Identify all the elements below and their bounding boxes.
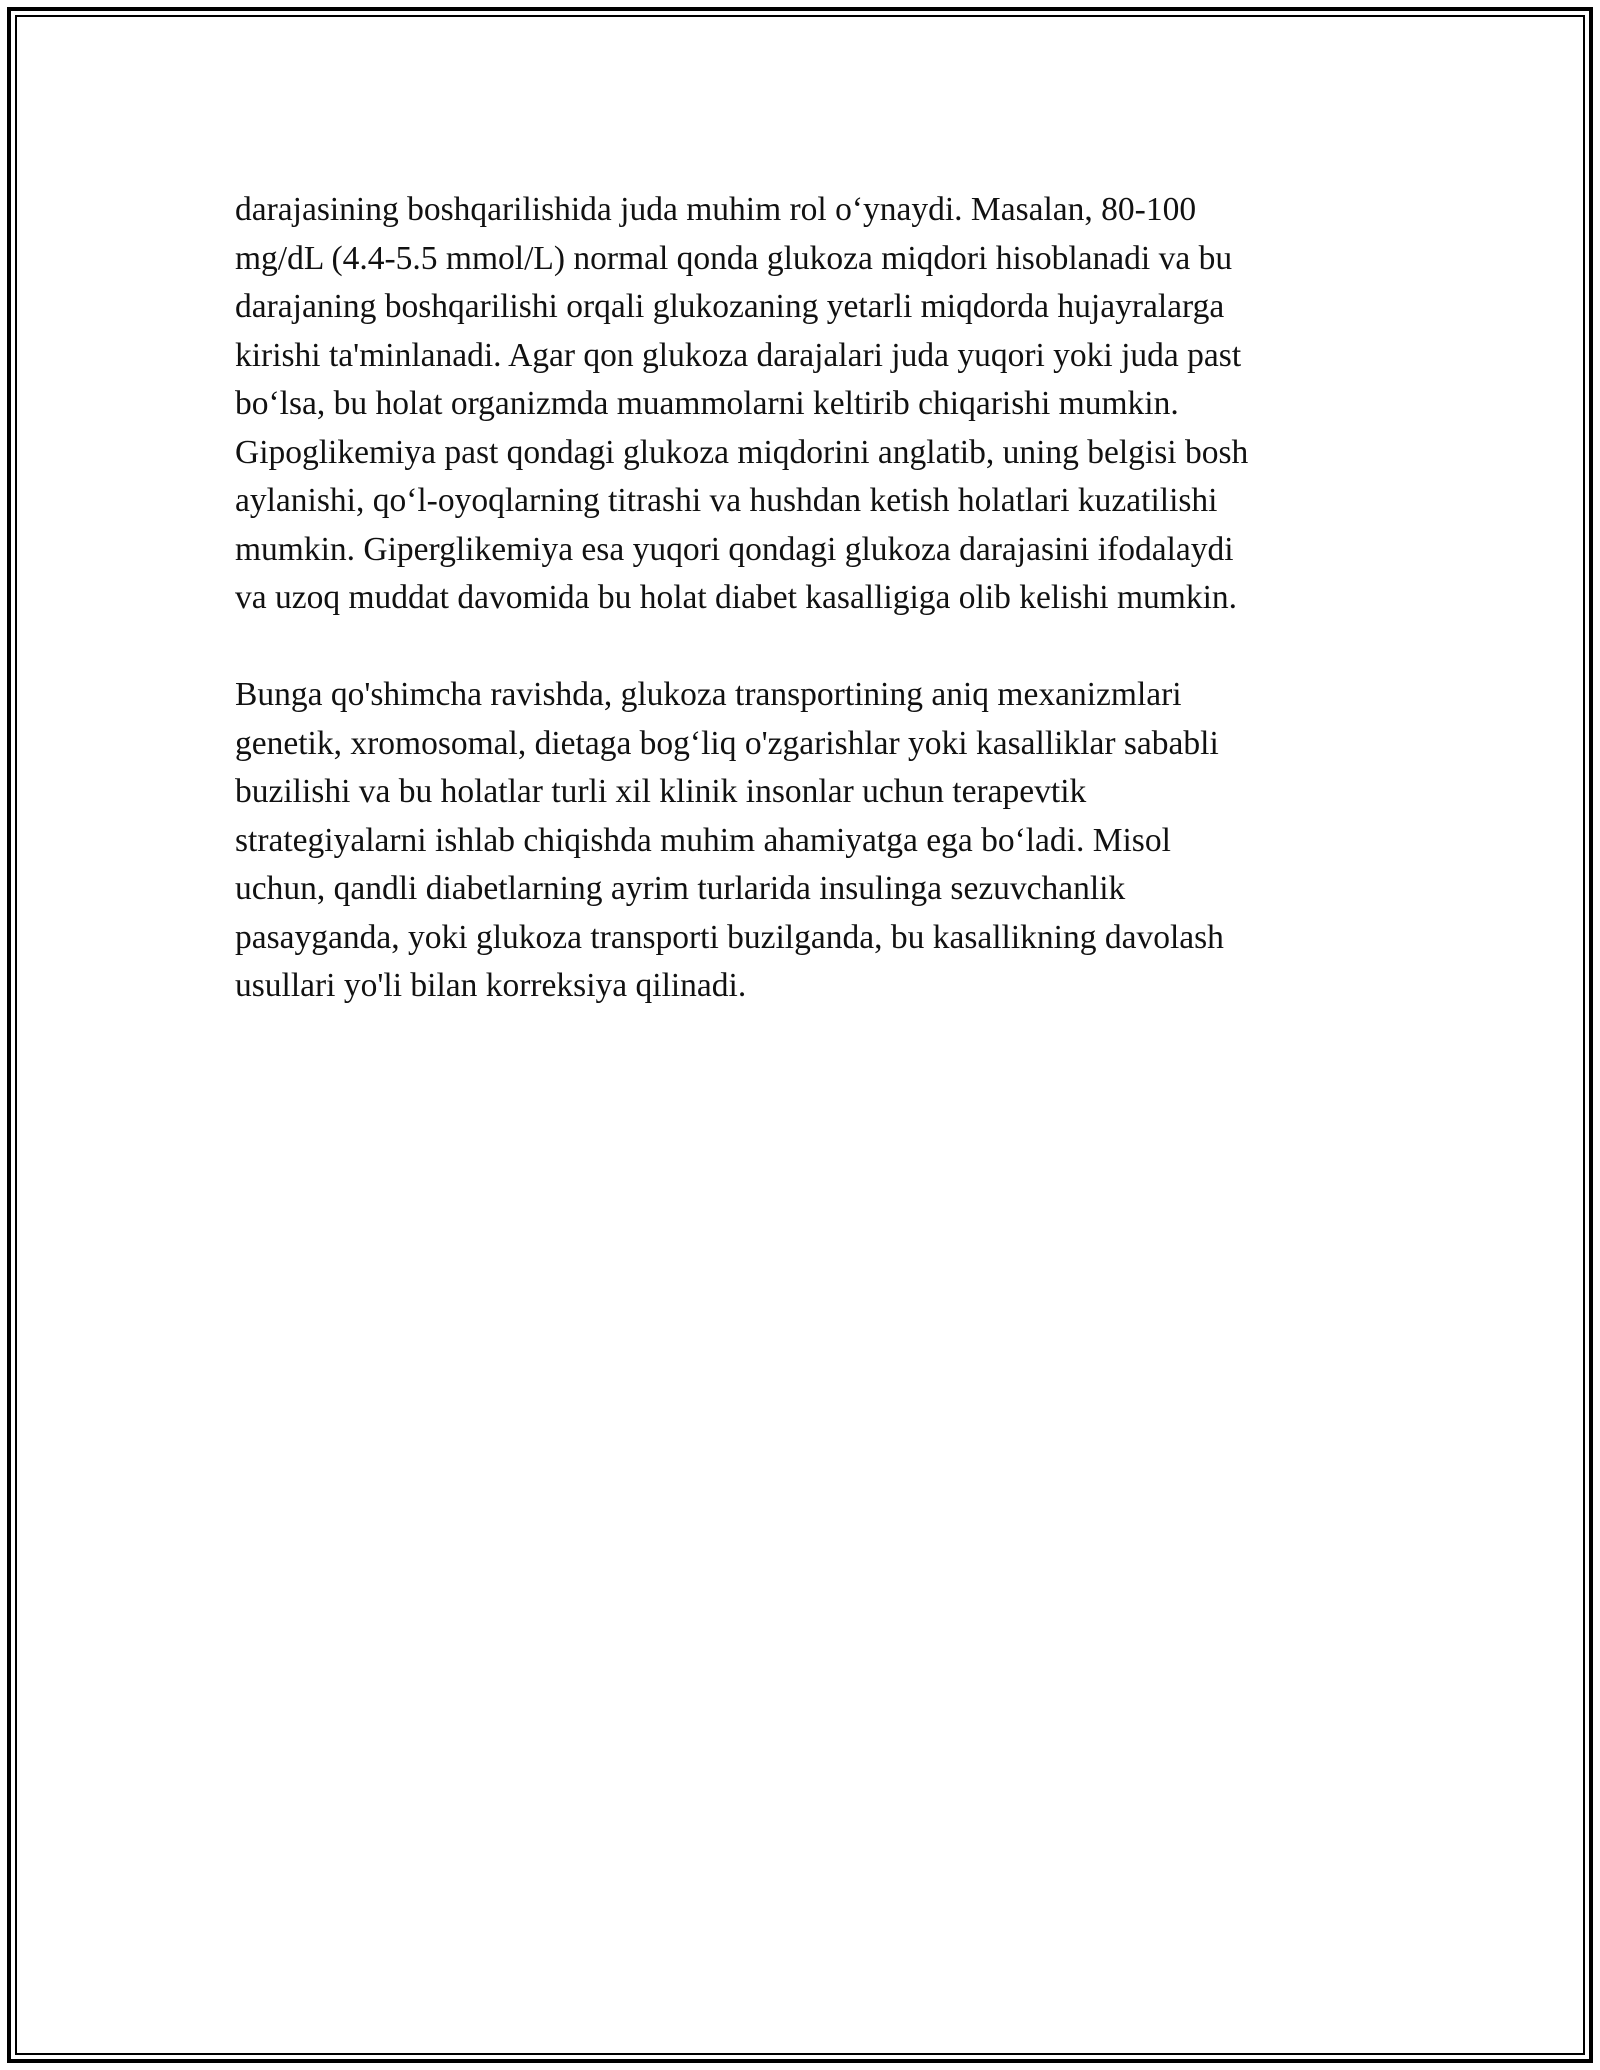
- paragraph-line: va uzoq muddat davomida bu holat diabet kasalligiga olib kelishi mumkin.: [235, 579, 1238, 616]
- paragraph-line: darajaning boshqarilishi orqali glukozaning yetarli miqdorda hujayralarga: [235, 288, 1225, 325]
- paragraph-line: buzilishi va bu holatlar turli xil klinik insonlar uchun terapevtik: [235, 773, 1087, 810]
- document-body: [235, 186, 1365, 1059]
- paragraph-2: [235, 671, 1365, 1011]
- paragraph-line: usullari yo'li bilan korreksiya qilinadi.: [235, 967, 747, 1004]
- paragraph-line: bo‘lsa, bu holat organizmda muammolarni keltirib chiqarishi mumkin.: [235, 385, 1179, 422]
- paragraph-line: pasayganda, yoki glukoza transporti buzilganda, bu kasallikning davolash: [235, 918, 1224, 956]
- paragraph-line: darajasining boshqarilishida juda muhim rol o‘ynaydi. Masalan, 80-100: [235, 191, 1197, 228]
- paragraph-line: mumkin. Giperglikemiya esa yuqori qondagi glukoza darajasini ifodalaydi: [235, 530, 1234, 568]
- paragraph-line: Bunga qo'shimcha ravishda, glukoza transportining aniq mexanizmlari: [235, 676, 1182, 713]
- paragraph-1: [235, 186, 1365, 623]
- paragraph-line: genetik, xromosomal, dietaga bog‘liq o'zgarishlar yoki kasalliklar sababli: [235, 724, 1219, 762]
- paragraph-line: Gipoglikemiya past qondagi glukoza miqdorini anglatib, uning belgisi bosh: [235, 433, 1249, 471]
- paragraph-line: mg/dL (4.4-5.5 mmol/L) normal qonda glukoza miqdori hisoblanadi va bu: [235, 239, 1233, 277]
- paragraph-line: aylanishi, qo‘l-oyoqlarning titrashi va hushdan ketish holatlari kuzatilishi: [235, 482, 1218, 519]
- paragraph-line: strategiyalarni ishlab chiqishda muhim ahamiyatga ega bo‘ladi. Misol: [235, 821, 1171, 859]
- paragraph-line: uchun, qandli diabetlarning ayrim turlarida insulinga sezuvchanlik: [235, 870, 1126, 907]
- paragraph-line: kirishi ta'minlanadi. Agar qon glukoza darajalari juda yuqori yoki juda past: [235, 336, 1242, 374]
